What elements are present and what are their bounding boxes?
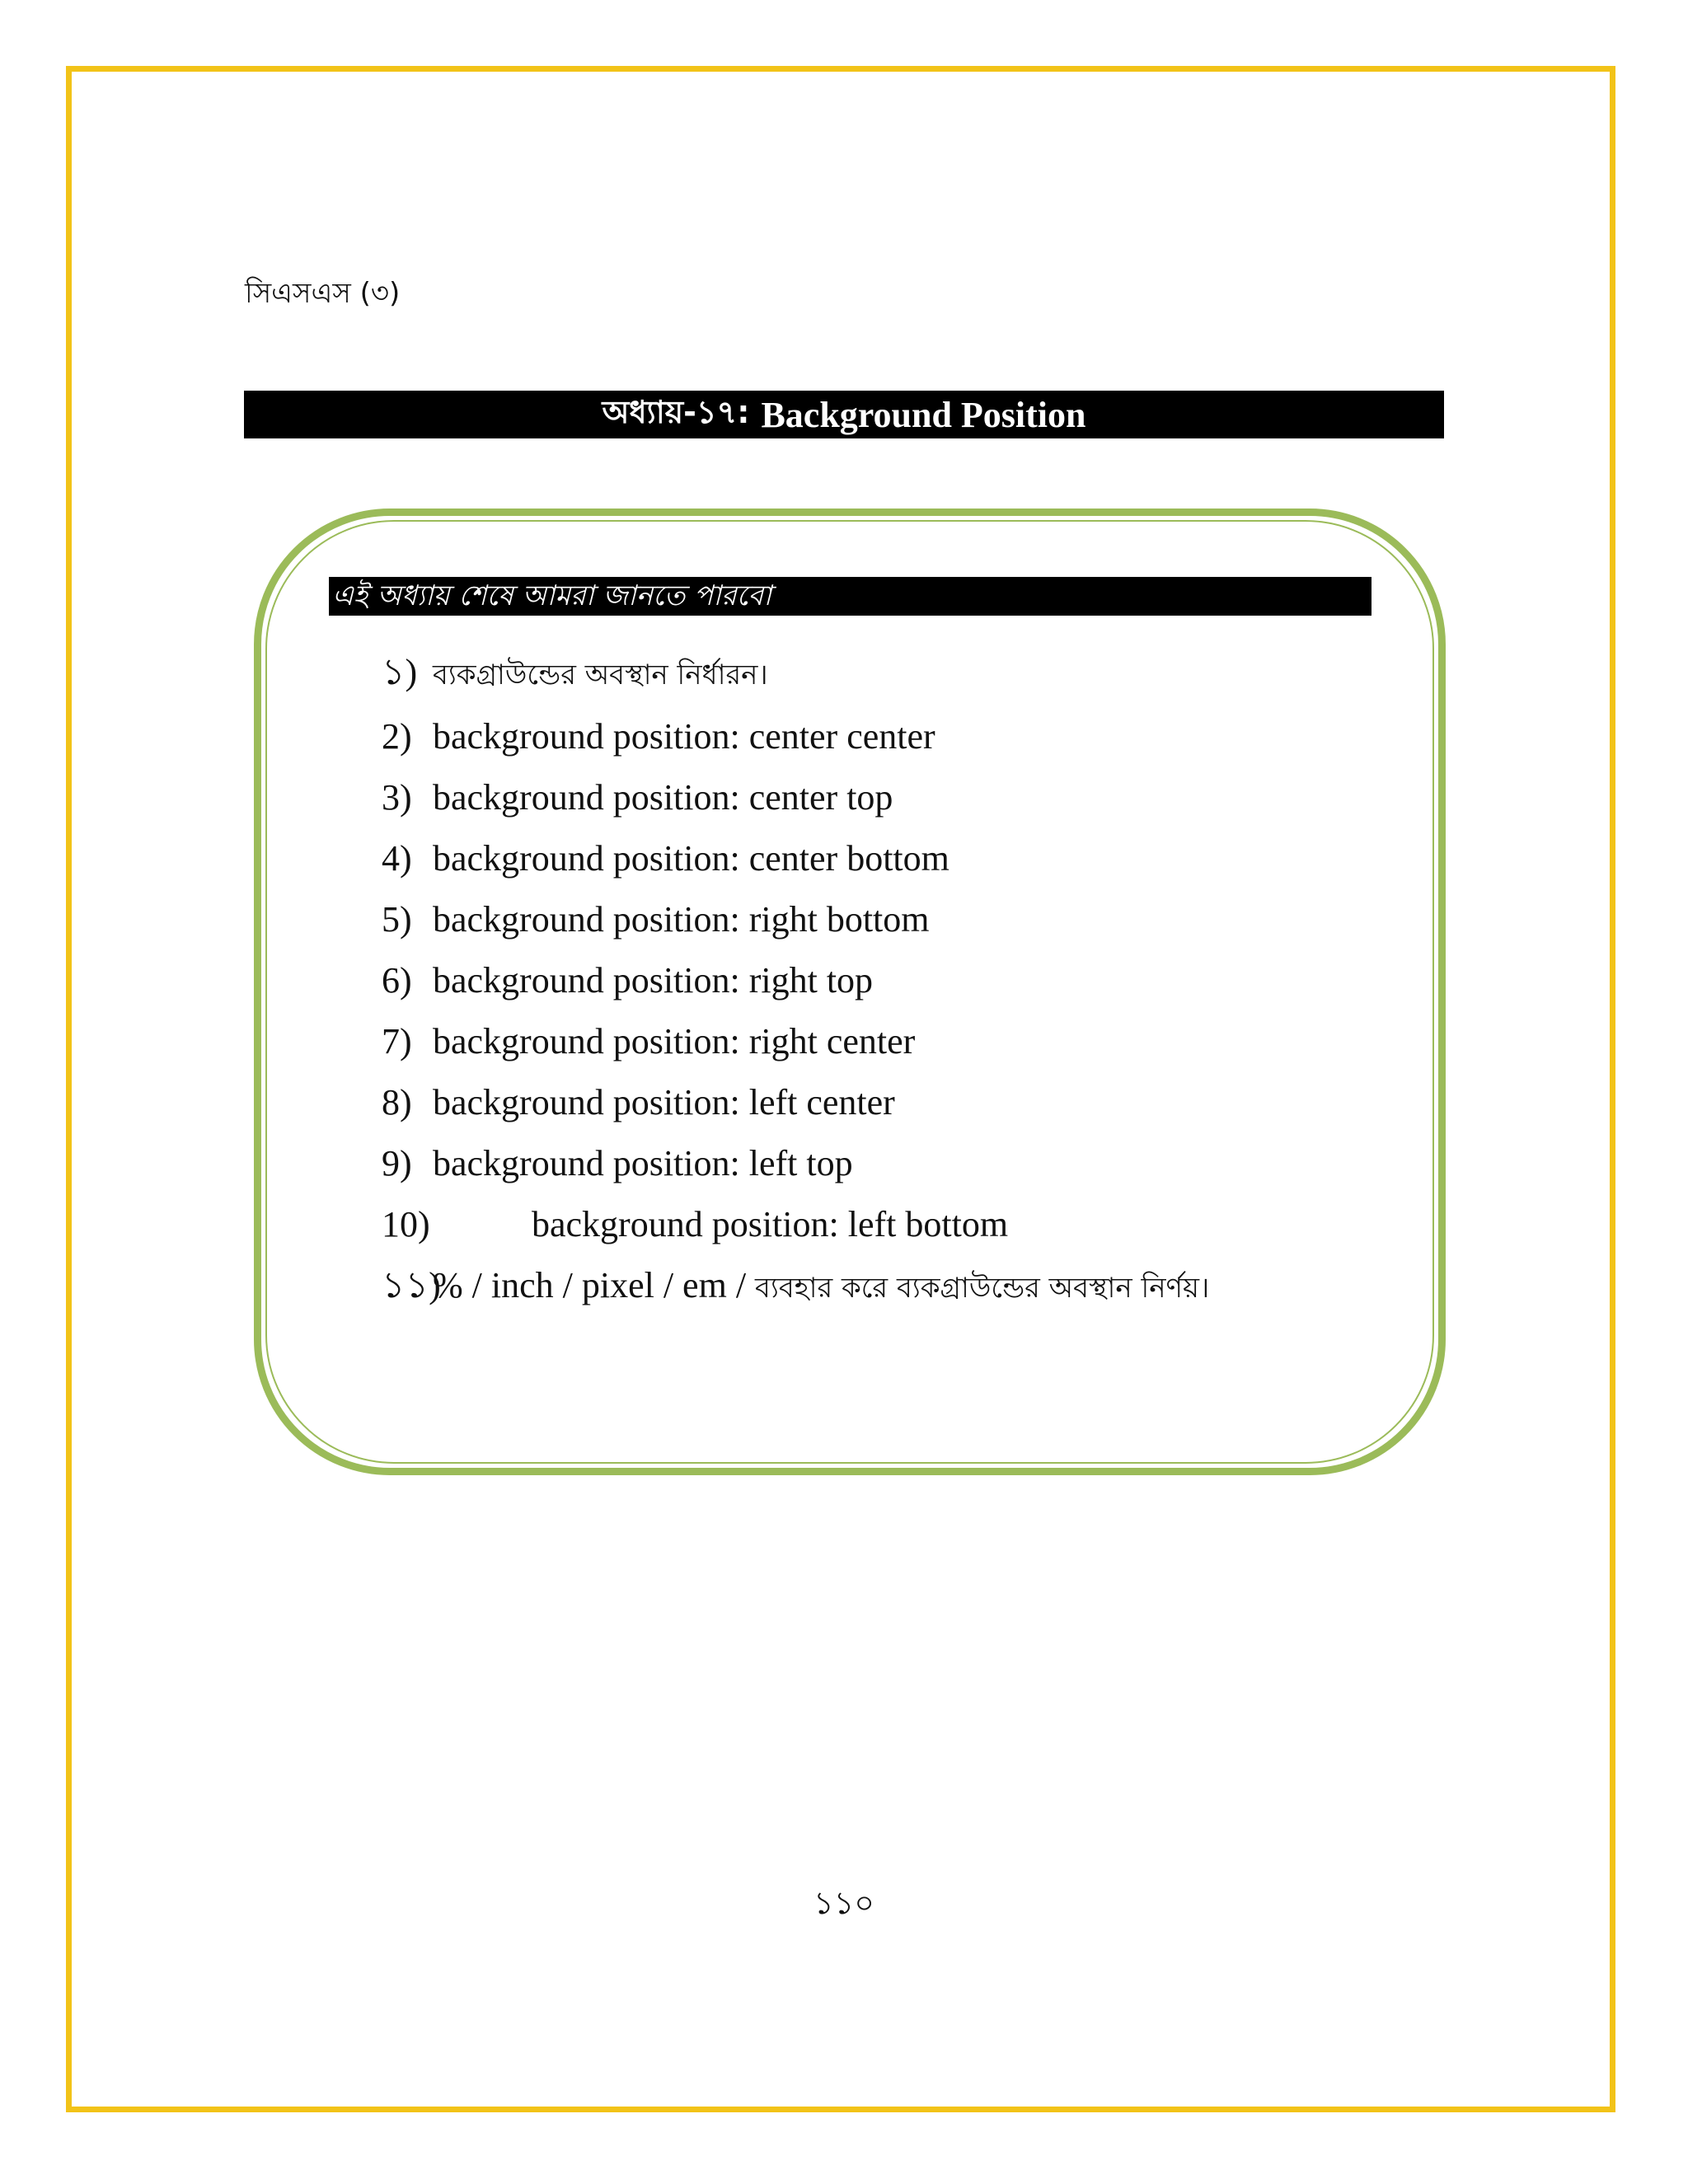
item-text: background position: left center	[433, 1082, 895, 1122]
list-item	[382, 774, 1209, 835]
list-item	[382, 1018, 1209, 1079]
item-text-bn: ব্যবহার করে ব্যকগ্রাউন্ডের অবস্থান নির্ণয়।	[755, 1272, 1210, 1305]
list-item	[382, 957, 1209, 1018]
item-number: 8)	[382, 1082, 412, 1122]
list-item	[382, 896, 1209, 957]
item-text: background position: left bottom	[532, 1204, 1009, 1244]
list-item	[382, 1079, 1209, 1140]
item-text: background position: center center	[433, 716, 935, 757]
chapter-title: Background Position	[761, 394, 1086, 435]
list-item	[382, 835, 1209, 896]
page-number: ১১০	[813, 1885, 875, 1921]
item-number: 2)	[382, 716, 412, 757]
item-text: background position: center bottom	[433, 838, 950, 879]
item-text: background position: right bottom	[433, 899, 930, 940]
item-number: 10)	[382, 1204, 430, 1244]
item-text-en: % / inch / pixel / em /	[433, 1265, 756, 1305]
item-number: ১)	[382, 652, 418, 692]
item-number: 3)	[382, 777, 412, 818]
list-item	[382, 1262, 1209, 1323]
item-text: background position: right top	[433, 960, 874, 1001]
objectives-list	[382, 649, 1209, 1323]
objectives-heading: এই অধ্যায় শেষে আমরা জানতে পারবো	[329, 577, 1372, 616]
chapter-label: অধ্যায়-১৭:	[602, 394, 750, 430]
list-item	[382, 1201, 1209, 1262]
running-header: সিএসএস (৩)	[245, 277, 401, 310]
item-number: ১১)	[382, 1265, 441, 1305]
item-text: background position: right center	[433, 1021, 916, 1062]
item-text: background position: center top	[433, 777, 893, 818]
item-number: 7)	[382, 1021, 412, 1062]
list-item	[382, 1140, 1209, 1201]
list-item	[382, 649, 1209, 713]
item-number: 4)	[382, 838, 412, 879]
chapter-title-bar	[244, 391, 1444, 438]
list-item	[382, 713, 1209, 774]
item-number: 5)	[382, 899, 412, 940]
item-number: 9)	[382, 1143, 412, 1183]
item-text: background position: left top	[433, 1143, 853, 1183]
item-text: ব্যকগ্রাউন্ডের অবস্থান নির্ধারন।	[433, 658, 768, 691]
item-number: 6)	[382, 960, 412, 1001]
